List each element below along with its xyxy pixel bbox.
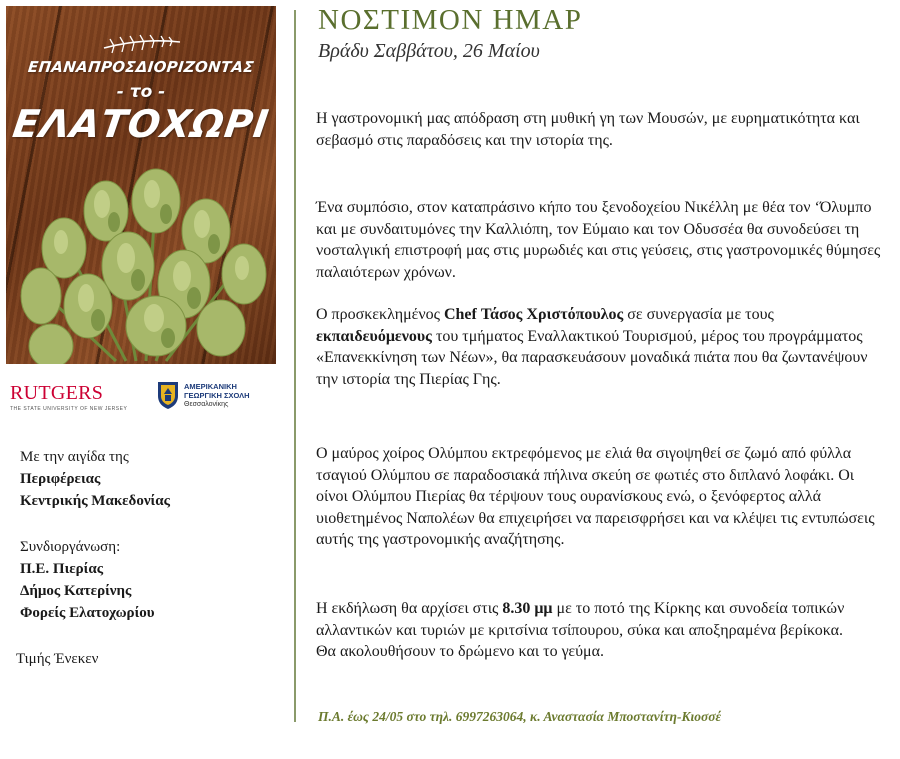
trainees-label: εκπαιδευόμενους — [316, 327, 432, 345]
coorg-intro: Συνδιοργάνωση: — [20, 539, 121, 555]
sponsor-logos — [8, 376, 278, 420]
start-time: 8.30 μμ — [502, 600, 553, 617]
coorg-1: Π.Ε. Πιερίας — [20, 561, 104, 577]
paragraph-intro: Η γαστρονομική μας απόδραση στη μυθική γη των Μουσών, με ευρηματικότητα και σεβασμό στις παραδόσεις και την ιστορία της. — [316, 110, 860, 149]
fern-leaf-icon — [102, 34, 182, 56]
paragraph-chef: Ο προσκεκλημένος Chef Τάσος Χριστόπουλος σε συνεργασία με τους εκπαιδευόμενους του τμήματος Εναλλακτικού Τουρισμού, μέρος του προγράμματος «Επανεκκίνηση των Νέων», θα παρασκευάσουν μοναδικά πιάτα που θα ζωντανέψουν την ιστορία της Πιερίας Γης. — [316, 306, 868, 388]
event-title: ΝΟΣΤΙΜΟΝ ΗΜΑΡ — [318, 4, 583, 36]
rutgers-name: RUTGERS — [10, 382, 104, 404]
afs-line1: ΑΜΕΡΙΚΑΝΙΚΗ — [184, 381, 237, 391]
chef-name: Chef Τάσος Χριστόπουλος — [443, 306, 624, 323]
afs-line2: ΓΕΩΡΓΙΚΗ ΣΧΟΛΗ — [184, 390, 250, 400]
rutgers-subtitle: THE STATE UNIVERSITY OF NEW JERSEY — [10, 406, 128, 412]
event-poster-image — [6, 6, 276, 364]
rsvp-info: Π.Α. έως 24/05 στο τηλ. 6997263064, κ. Αναστασία Μποστανίτη-Κιοσσέ — [318, 709, 722, 724]
coorg-2: Δήμος Κατερίνης — [20, 583, 132, 599]
poster-title-line3: ΕΛΑΤΟΧΩΡΙ — [10, 102, 272, 146]
afs-line3: Θεσσαλονίκης — [184, 400, 229, 408]
aegis-block — [20, 446, 170, 512]
aegis-org2: Κεντρικής Μακεδονίας — [20, 493, 170, 509]
coorg-3: Φορείς Ελατοχωρίου — [20, 605, 155, 621]
american-farm-school-logo — [156, 380, 250, 410]
paragraph-symposium: Ένα συμπόσιο, στον καταπράσινο κήπο του ξενοδοχείου Νικέλλη με θέα τον ‘Όλυμπο και με συνδαιτυμόνες την Καλλιόπη, τον Εύμαιο και τον Οδυσσέα θα συνοδεύσει τη νοσταλγική επιστροφή μας στις μυρωδιές και στις γεύσεις, στις γαστρονομικές θύμησες παλαιότερων χρόνων. — [316, 199, 881, 281]
rutgers-logo — [10, 382, 127, 412]
column-divider — [294, 10, 296, 722]
aegis-intro: Με την αιγίδα της — [20, 449, 129, 465]
honor-label: Τιμής Ένεκεν — [16, 651, 99, 667]
poster-title-line2: - το - — [116, 82, 166, 102]
event-date: Βράδυ Σαββάτου, 26 Μαίου — [318, 40, 540, 62]
poster-title-line1: ΕΠΑΝΑΠΡΟΣΔΙΟΡΙΖΟΝΤΑΣ — [27, 58, 255, 76]
paragraph-menu: Ο μαύρος χοίρος Ολύμπου εκτρεφόμενος με ελιά θα σιγοψηθεί σε ζωμό από φύλλα τσαγιού Ολύμπου σε παραδοσιακά πήλινα σκεύη σε φωτιές στο διπλανό λοφάκι. Οι οίνοι Ολύμπου Πιερίας θα τέρψουν τους ουρανίσκους ενώ, ο ξενόφερτος αλλά υιοθετημένος Ναπολέων θα επιχειρήσει να παρεισφρήσει και να κλέψει τις εντυπώσεις αυτής της γαστρονομικής αναζήτησης. — [316, 445, 875, 548]
mountain-tea-bundle-illustration — [6, 156, 276, 364]
paragraph-schedule: Η εκδήλωση θα αρχίσει στις 8.30 μμ με το ποτό της Κίρκης και συνοδεία τοπικών αλλαντικών και τυριών με κριτσίνια τσίπουρου, σύκα και αποξηραμένα βερίκοκα. Θα ακολουθήσουν το δρώμενο και το γεύμα. — [316, 600, 845, 660]
aegis-org1: Περιφέρειας — [20, 471, 101, 487]
farm-school-shield-icon — [156, 380, 180, 410]
coorganizers-block — [20, 536, 155, 624]
